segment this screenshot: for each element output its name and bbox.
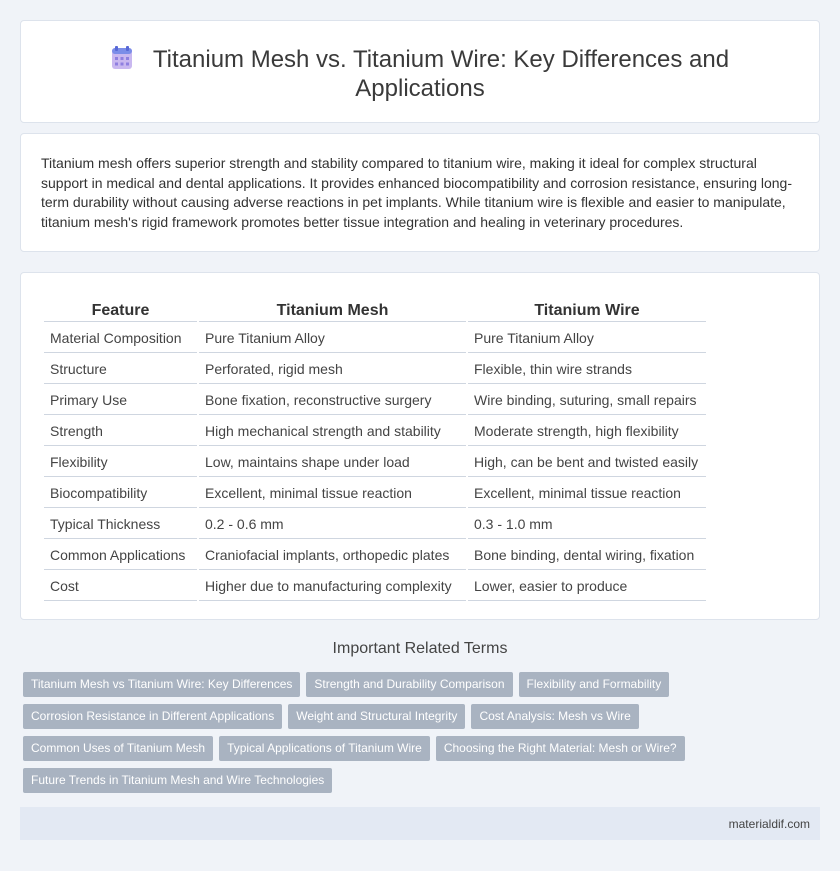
page-title-wrap: [81, 45, 759, 103]
related-terms-heading: Important Related Terms: [332, 640, 508, 657]
table-row: [44, 572, 706, 601]
table-row: [44, 417, 706, 446]
table-row: [44, 448, 706, 477]
tag-row: [23, 768, 743, 800]
wire-cell: Moderate strength, high flexibility: [468, 417, 706, 446]
intro-paragraph: Titanium mesh offers superior strength and stability compared to titanium wire, making it ideal for complex structural support in medical and dental applications. It provides enhanced biocompatibility and corrosion resistance, ensuring long-term durability without causing adverse reactions in pet implants. While titanium wire is flexible and easier to manipulate, titanium mesh's rigid framework promotes better tissue integration and healing in veterinary procedures.: [41, 155, 792, 230]
table-header-row: [44, 300, 706, 322]
mesh-cell: Excellent, minimal tissue reaction: [199, 479, 466, 508]
feature-cell: Primary Use: [44, 386, 197, 415]
comparison-table: [42, 298, 708, 603]
wire-cell: Lower, easier to produce: [468, 572, 706, 601]
table-row: [44, 510, 706, 539]
wire-cell: Flexible, thin wire strands: [468, 355, 706, 384]
header-titanium-mesh: Titanium Mesh: [199, 300, 466, 322]
related-term-tag[interactable]: Strength and Durability Comparison: [306, 672, 512, 697]
table-row: [44, 479, 706, 508]
wire-cell: High, can be bent and twisted easily: [468, 448, 706, 477]
comparison-card: [20, 272, 820, 620]
table-body: [44, 324, 706, 601]
feature-cell: Typical Thickness: [44, 510, 197, 539]
tag-row: [23, 672, 743, 704]
related-term-tag[interactable]: Cost Analysis: Mesh vs Wire: [471, 704, 638, 729]
wire-cell: Excellent, minimal tissue reaction: [468, 479, 706, 508]
table-row: [44, 355, 706, 384]
feature-cell: Structure: [44, 355, 197, 384]
related-term-tag[interactable]: Corrosion Resistance in Different Applications: [23, 704, 282, 729]
mesh-cell: Pure Titanium Alloy: [199, 324, 466, 353]
mesh-cell: 0.2 - 0.6 mm: [199, 510, 466, 539]
wire-cell: Pure Titanium Alloy: [468, 324, 706, 353]
table-row: [44, 324, 706, 353]
mesh-cell: Low, maintains shape under load: [199, 448, 466, 477]
table-row: [44, 386, 706, 415]
mesh-cell: Higher due to manufacturing complexity: [199, 572, 466, 601]
mesh-cell: Bone fixation, reconstructive surgery: [199, 386, 466, 415]
related-term-tag[interactable]: Choosing the Right Material: Mesh or Wire?: [436, 736, 685, 761]
footer: [20, 807, 820, 840]
related-term-tag[interactable]: Future Trends in Titanium Mesh and Wire Technologies: [23, 768, 332, 793]
tag-row: [23, 736, 743, 768]
mesh-cell: Perforated, rigid mesh: [199, 355, 466, 384]
feature-cell: Strength: [44, 417, 197, 446]
feature-cell: Flexibility: [44, 448, 197, 477]
wire-cell: Bone binding, dental wiring, fixation: [468, 541, 706, 570]
header-feature: Feature: [44, 300, 197, 322]
related-term-tag[interactable]: Typical Applications of Titanium Wire: [219, 736, 430, 761]
document-icon: [111, 46, 133, 70]
feature-cell: Cost: [44, 572, 197, 601]
wire-cell: 0.3 - 1.0 mm: [468, 510, 706, 539]
feature-cell: Material Composition: [44, 324, 197, 353]
related-term-tag[interactable]: Titanium Mesh vs Titanium Wire: Key Differences: [23, 672, 300, 697]
footer-site-link[interactable]: materialdif.com: [728, 817, 810, 831]
feature-cell: Biocompatibility: [44, 479, 197, 508]
tag-row: [23, 704, 743, 736]
page-title: Titanium Mesh vs. Titanium Wire: Key Differences and Applications: [152, 46, 730, 102]
mesh-cell: Craniofacial implants, orthopedic plates: [199, 541, 466, 570]
title-card: [20, 20, 820, 123]
mesh-cell: High mechanical strength and stability: [199, 417, 466, 446]
table-row: [44, 541, 706, 570]
header-titanium-wire: Titanium Wire: [468, 300, 706, 322]
related-terms-tags: [23, 672, 743, 800]
related-term-tag[interactable]: Weight and Structural Integrity: [288, 704, 465, 729]
intro-card: [20, 133, 820, 252]
related-term-tag[interactable]: Common Uses of Titanium Mesh: [23, 736, 213, 761]
wire-cell: Wire binding, suturing, small repairs: [468, 386, 706, 415]
feature-cell: Common Applications: [44, 541, 197, 570]
related-term-tag[interactable]: Flexibility and Formability: [519, 672, 670, 697]
